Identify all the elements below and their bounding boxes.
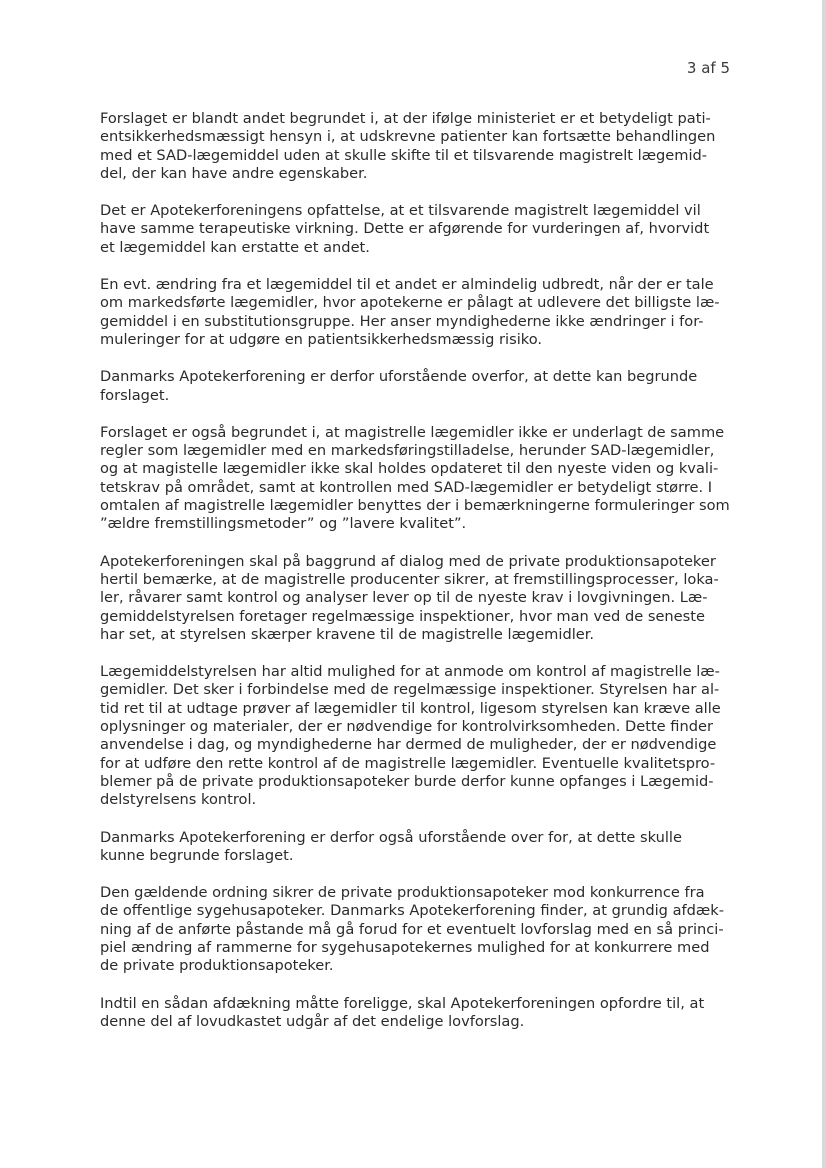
text-line: ning af de anførte påstande må gå forud for et eventuelt lovforslag med en så princi- (100, 920, 724, 938)
paragraph (100, 368, 745, 405)
text-line: omtalen af magistrelle lægemidler benyttes der i bemærkningerne formuleringer som (100, 497, 730, 515)
text-line: have samme terapeutiske virkning. Dette er afgørende for vurderingen af, hvorvidt (100, 220, 710, 238)
page-number: 3 af 5 (686, 59, 730, 77)
paragraph (100, 553, 745, 644)
text-line: del, der kan have andre egenskaber. (100, 164, 368, 182)
text-line: tid ret til at udtage prøver af lægemidler til kontrol, ligesom styrelsen kan kræve alle (100, 699, 721, 717)
body-text (100, 110, 745, 1050)
text-line: og at magistelle lægemidler ikke skal holdes opdateret til den nyeste viden og kvali- (100, 460, 719, 478)
text-line: ler, råvarer samt kontrol og analyser lever op til de nyeste krav i lovgivningen. Læ- (100, 589, 708, 607)
text-line: med et SAD-lægemiddel uden at skulle skifte til et tilsvarende magistrelt lægemid- (100, 146, 708, 164)
text-line: tetskrav på området, samt at kontrollen med SAD-lægemidler er betydeligt større. I (100, 478, 713, 496)
text-line: gemidler. Det sker i forbindelse med de regelmæssige inspektioner. Styrelsen har al- (100, 681, 720, 699)
paragraph (100, 202, 745, 257)
paragraph (100, 995, 745, 1032)
text-line: Den gældende ordning sikrer de private produktionsapoteker mod konkurrence fra (100, 884, 705, 902)
text-line: piel ændring af rammerne for sygehusapotekernes mulighed for at konkurrere med (100, 938, 710, 956)
text-line: gemiddel i en substitutionsgruppe. Her anser myndighederne ikke ændringer i for- (100, 312, 704, 330)
text-line: om markedsførte lægemidler, hvor apotekerne er pålagt at udlevere det billigste læ- (100, 294, 720, 312)
text-line: de private produktionsapoteker. (100, 957, 334, 975)
text-line: ”ældre fremstillingsmetoder” og ”lavere kvalitet”. (100, 515, 467, 533)
text-line: gemiddelstyrelsen foretager regelmæssige inspektioner, hvor man ved de seneste (100, 607, 705, 625)
text-line: de offentlige sygehusapoteker. Danmarks Apotekerforening finder, at grundig afdæk- (100, 902, 724, 920)
text-line: En evt. ændring fra et lægemiddel til et andet er almindelig udbredt, når der er tale (100, 276, 714, 294)
text-line: Lægemiddelstyrelsen har altid mulighed for at anmode om kontrol af magistrelle læ- (100, 663, 720, 681)
text-line: anvendelse i dag, og myndighederne har dermed de muligheder, der er nødvendige (100, 736, 717, 754)
paragraph (100, 884, 745, 975)
text-line: Indtil en sådan afdækning måtte foreligge, skal Apotekerforeningen opfordre til, at (100, 994, 705, 1012)
text-line: Forslaget er blandt andet begrundet i, at der ifølge ministeriet er et betydeligt pati- (100, 110, 711, 127)
text-line: muleringer for at udgøre en patientsikkerhedsmæssig risiko. (100, 330, 543, 348)
text-line: har set, at styrelsen skærper kravene til de magistrelle lægemidler. (100, 625, 595, 643)
text-line: Danmarks Apotekerforening er derfor uforstående overfor, at dette kan begrunde (100, 368, 698, 386)
text-line: blemer på de private produktionsapoteker burde derfor kunne opfanges i Lægemid- (100, 772, 714, 790)
paragraph (100, 276, 745, 349)
text-line: et lægemiddel kan erstatte et andet. (100, 238, 370, 256)
text-line: for at udføre den rette kontrol af de magistrelle lægemidler. Eventuelle kvalitetspro- (100, 754, 716, 772)
text-line: oplysninger og materialer, der er nødvendige for kontrolvirksomheden. Dette finder (100, 718, 713, 736)
paragraph (100, 829, 745, 866)
text-line: regler som lægemidler med en markedsføringstilladelse, herunder SAD-lægemidler, (100, 442, 715, 460)
text-line: Forslaget er også begrundet i, at magistrelle lægemidler ikke er underlagt de samme (100, 423, 725, 441)
paragraph (100, 424, 745, 534)
text-line: Det er Apotekerforeningens opfattelse, at et tilsvarende magistrelt lægemiddel vil (100, 202, 701, 220)
page-edge (822, 0, 826, 1168)
text-line: forslaget. (100, 386, 170, 404)
paragraph (100, 663, 745, 809)
text-line: delstyrelsens kontrol. (100, 791, 257, 809)
text-line: kunne begrunde forslaget. (100, 846, 294, 864)
text-line: hertil bemærke, at de magistrelle producenter sikrer, at fremstillingsprocesser, loka- (100, 570, 719, 588)
text-line: entsikkerhedsmæssigt hensyn i, at udskrevne patienter kan fortsætte behandlingen (100, 128, 716, 146)
text-line: Danmarks Apotekerforening er derfor også uforstående over for, at dette skulle (100, 828, 682, 846)
text-line: denne del af lovudkastet udgår af det endelige lovforslag. (100, 1012, 525, 1030)
text-line: Apotekerforeningen skal på baggrund af dialog med de private produktionsapoteker (100, 552, 716, 570)
paragraph (100, 110, 745, 183)
